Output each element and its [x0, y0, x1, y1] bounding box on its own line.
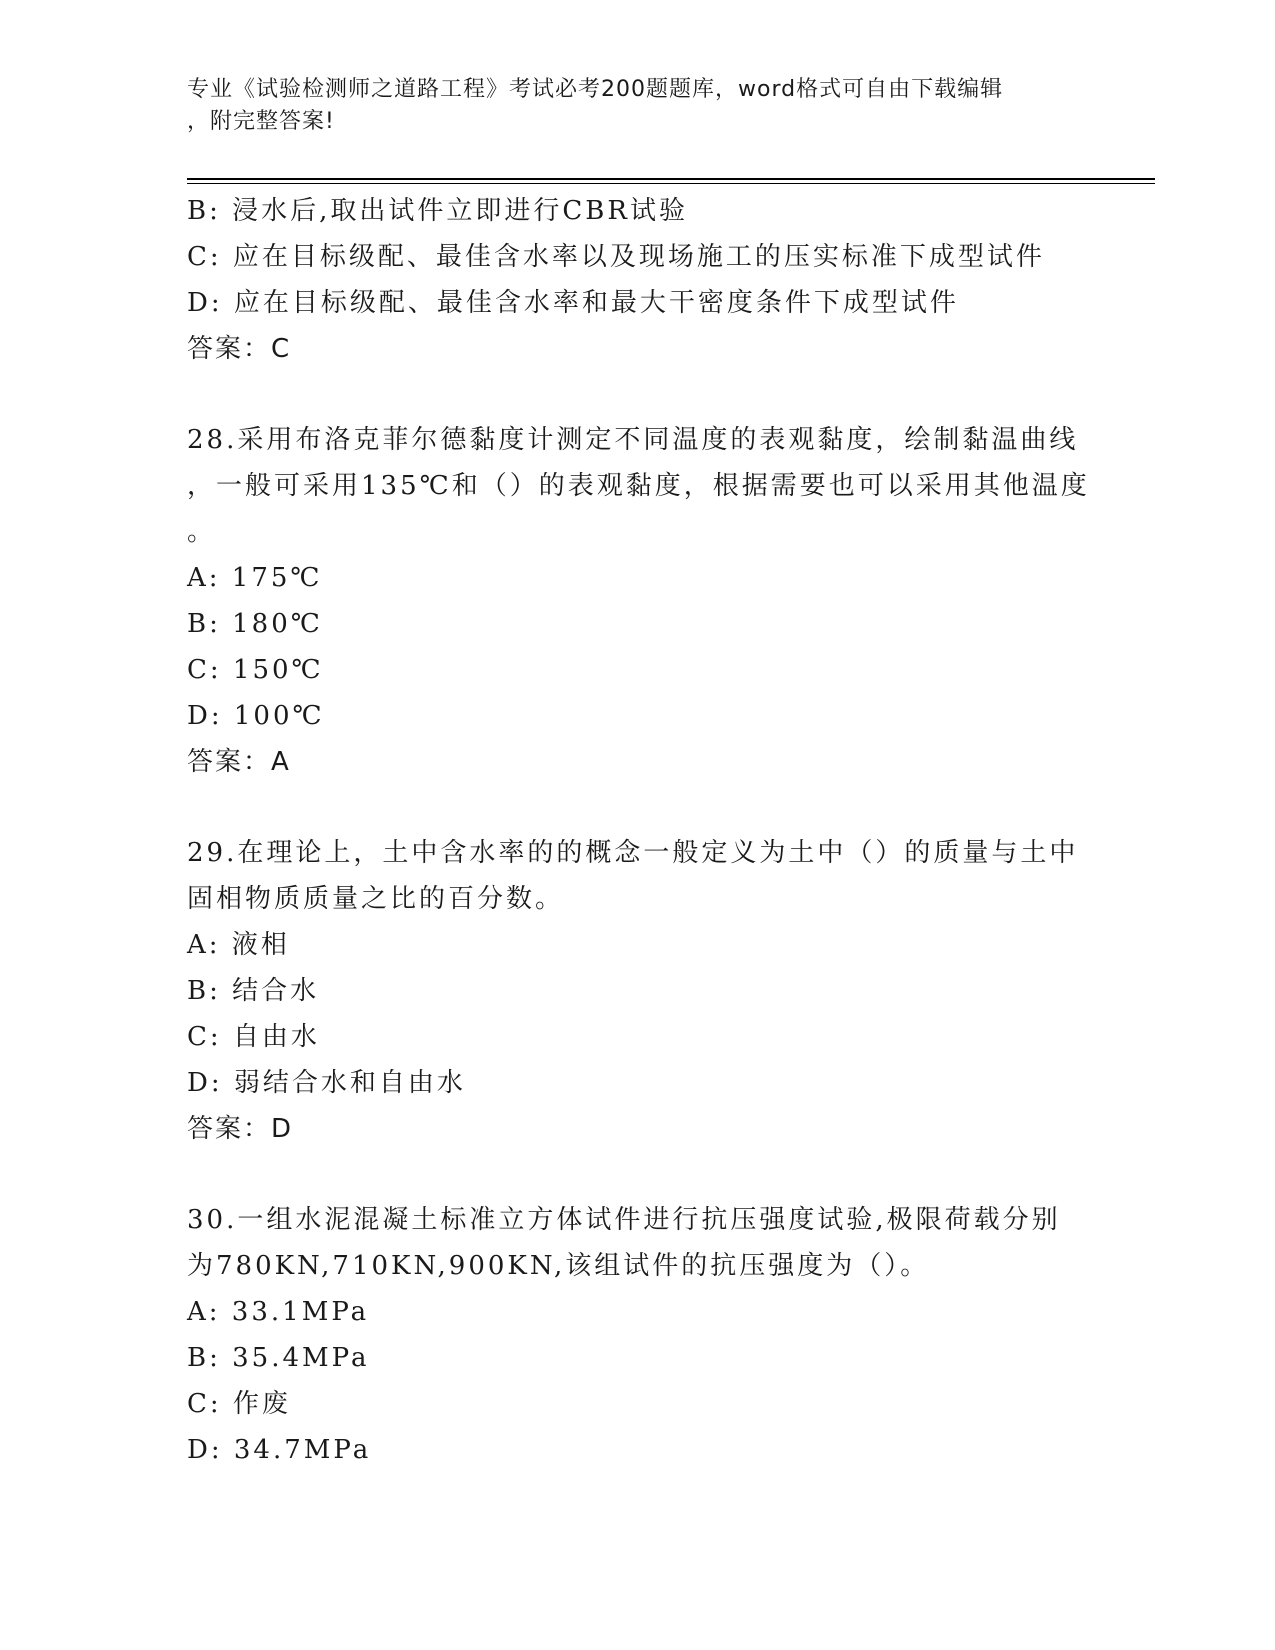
- q29-stem-line-1: 29.在理论上，土中含水率的的概念一般定义为土中（）的质量与土中: [187, 838, 1079, 868]
- question-27-tail: [187, 188, 1087, 372]
- q30-stem-line-1: 30.一组水泥混凝土标准立方体试件进行抗压强度试验,极限荷载分别: [187, 1205, 1061, 1235]
- q28-stem-line-1: 28.采用布洛克菲尔德黏度计测定不同温度的表观黏度，绘制黏温曲线: [187, 425, 1079, 455]
- q28-option-d: D: 100℃: [187, 701, 325, 731]
- question-30: [187, 1197, 1087, 1473]
- q29-stem-line-2: 固相物质质量之比的百分数。: [187, 884, 565, 914]
- q29-option-b: B: 结合水: [187, 976, 320, 1006]
- q30-option-a: A: 33.1MPa: [187, 1297, 370, 1327]
- q27-option-d: D: 应在目标级配、最佳含水率和最大干密度条件下成型试件: [187, 288, 959, 318]
- q28-stem-line-3: 。: [187, 517, 217, 547]
- spacer: [187, 1152, 1087, 1197]
- q27-option-c: C: 应在目标级配、最佳含水率以及现场施工的压实标准下成型试件: [187, 242, 1045, 272]
- question-28: [187, 417, 1090, 785]
- q30-option-b: B: 35.4MPa: [187, 1343, 370, 1373]
- header-rule-thick: [187, 178, 1155, 180]
- q30-option-d: D: 34.7MPa: [187, 1435, 372, 1465]
- q28-option-b: B: 180℃: [187, 609, 323, 639]
- q28-answer: 答案：A: [187, 747, 291, 777]
- document-header: [187, 74, 1067, 138]
- q30-stem-line-2: 为780KN,710KN,900KN,该组试件的抗压强度为（）。: [187, 1251, 930, 1281]
- q28-stem-line-2: ，一般可采用135℃和（）的表观黏度，根据需要也可以采用其他温度: [187, 471, 1090, 501]
- header-rule-thin: [187, 183, 1155, 184]
- spacer: [187, 372, 1087, 417]
- question-29: [187, 830, 1087, 1152]
- q28-option-a: A: 175℃: [187, 563, 323, 593]
- q29-option-d: D: 弱结合水和自由水: [187, 1068, 466, 1098]
- question-content: [187, 188, 1090, 1473]
- q30-option-c: C: 作废: [187, 1389, 291, 1419]
- q29-option-a: A: 液相: [187, 930, 290, 960]
- spacer: [187, 785, 1087, 830]
- q28-option-c: C: 150℃: [187, 655, 324, 685]
- q27-answer: 答案：C: [187, 334, 292, 364]
- q27-option-b: B: 浸水后,取出试件立即进行CBR试验: [187, 196, 688, 226]
- header-title-line-1: 专业《试验检测师之道路工程》考试必考200题题库，word格式可自由下载编辑: [187, 77, 1004, 102]
- q29-option-c: C: 自由水: [187, 1022, 320, 1052]
- q29-answer: 答案：D: [187, 1114, 294, 1144]
- header-title-line-2: ，附完整答案!: [187, 109, 335, 134]
